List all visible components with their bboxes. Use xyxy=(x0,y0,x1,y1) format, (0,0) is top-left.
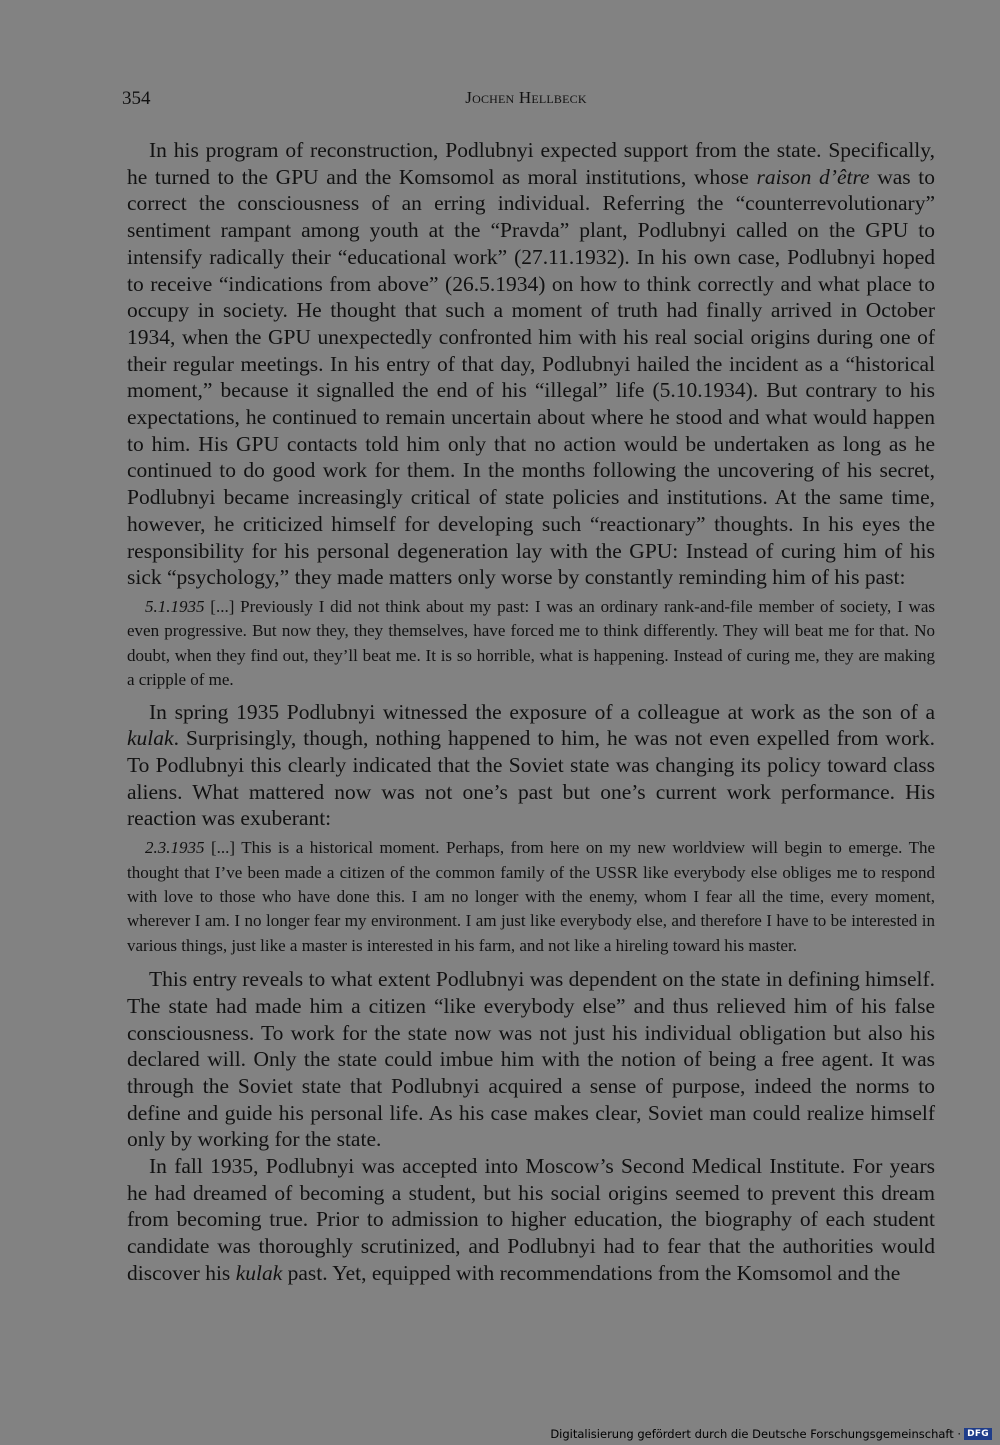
quote-text: [...] This is a historical moment. Perhaps, from here on my new worldview will begin to emerge. The thought that I’ve been made a citizen of the common family of the USSR like everybody else obliges me to respond with love to those who have done this. I am no longer with the enemy, whom I fear all the time, every moment, wherever I am. I no longer fear my environment. I am just like everybody else, and therefore I have to be interested in various things, just like a master is interested in his farm, and not like a hireling toward his master. xyxy=(127,838,935,955)
quote-date: 5.1.1935 xyxy=(145,596,205,616)
paragraph-text: . Surprisingly, though, nothing happened to him, he was not even expelled from work. To Podlubnyi this clearly indicated that the Soviet state was changing its policy toward class aliens. What mattered now was not one’s past but one’s current work performance. His reaction was exuberant: xyxy=(127,726,935,831)
italic-term: raison d’être xyxy=(756,164,870,189)
paragraph-text: In fall 1935, Podlubnyi was accepted into Moscow’s Second Medical Institute. For years he had dreamed of becoming a student, but his social origins seemed to prevent this dream from becoming true. Prior to admission to higher education, the biography of each student candidate was thoroughly scrutinized, and Podlubnyi had to fear that the authorities would discover his xyxy=(127,1154,935,1285)
diary-quote xyxy=(127,595,935,693)
page-number: 354 xyxy=(122,88,151,109)
italic-term: kulak xyxy=(127,726,174,751)
paragraph-text: In spring 1935 Podlubnyi witnessed the exposure of a colleague at work as the son of a xyxy=(149,699,935,724)
funding-footer xyxy=(550,1427,992,1441)
footer-text: Digitalisierung gefördert durch die Deutsche Forschungsgemeinschaft · xyxy=(550,1427,962,1441)
italic-term: kulak xyxy=(235,1260,283,1285)
body-paragraph xyxy=(127,1153,935,1287)
page-header xyxy=(122,88,930,112)
page-body xyxy=(127,137,935,1287)
paragraph-text: In his program of reconstruction, Podlubnyi expected support from the state. Specifically, he turned to the GPU and the Komsomol as moral institutions, whose xyxy=(127,138,935,189)
paragraph-text: This entry reveals to what extent Podlubnyi was dependent on the state in defining himself. The state had made him a citizen “like everybody else” and thus relieved him of his false consciousness. To work for the state now was not just his individual obligation but also his declared will. Only the state could imbue him with the notion of being a free agent. It was through the Soviet state that Podlubnyi acquired a sense of purpose, indeed the norms to define and guide his personal life. As his case makes clear, Soviet man could realize himself only by working for the state. xyxy=(127,967,935,1152)
body-paragraph xyxy=(127,966,935,1153)
quote-date: 2.3.1935 xyxy=(145,838,205,858)
dfg-logo: DFG xyxy=(964,1428,992,1440)
paragraph-text: past. Yet, equipped with recommendations from the Komsomol and the xyxy=(282,1260,901,1285)
running-head: Jochen Hellbeck xyxy=(465,88,587,107)
body-paragraph xyxy=(127,137,935,591)
body-paragraph xyxy=(127,699,935,833)
diary-quote xyxy=(127,836,935,958)
paragraph-text: was to correct the consciousness of an erring individual. Referring the “counterrevolutionary” sentiment rampant among youth at the “Pravda” plant, Podlubnyi called on the GPU to intensify radically their “educational work” (27.11.1932). In his own case, Podlubnyi hoped to receive “indications from above” (26.5.1934) on how to think correctly and what place to occupy in society. He thought that such a moment of truth had finally arrived in October 1934, when the GPU unexpectedly confronted him with his real social origins during one of their regular meetings. In his entry of that day, Podlubnyi hailed the incident as a “historical moment,” because it signalled the end of his “illegal” life (5.10.1934). But contrary to his expectations, he continued to remain uncertain about where he stood and what would happen to him. His GPU contacts told him only that no action would be undertaken as long as he continued to do good work for them. In the months following the uncovering of his secret, Podlubnyi became increasingly critical of state policies and institutions. At the same time, however, he criticized himself for developing such “reactionary” thoughts. In his eyes the responsibility for his personal degeneration lay with the GPU: Instead of curing him of his sick “psychology,” they made matters only worse by constantly reminding him of his past: xyxy=(127,164,935,590)
quote-text: [...] Previously I did not think about my past: I was an ordinary rank-and-file member of society, I was even progressive. But now they, they themselves, have forced me to think differently. They will beat me for that. No doubt, when they find out, they’ll beat me. It is so horrible, what is happening. Instead of curing me, they are making a cripple of me. xyxy=(127,596,935,690)
